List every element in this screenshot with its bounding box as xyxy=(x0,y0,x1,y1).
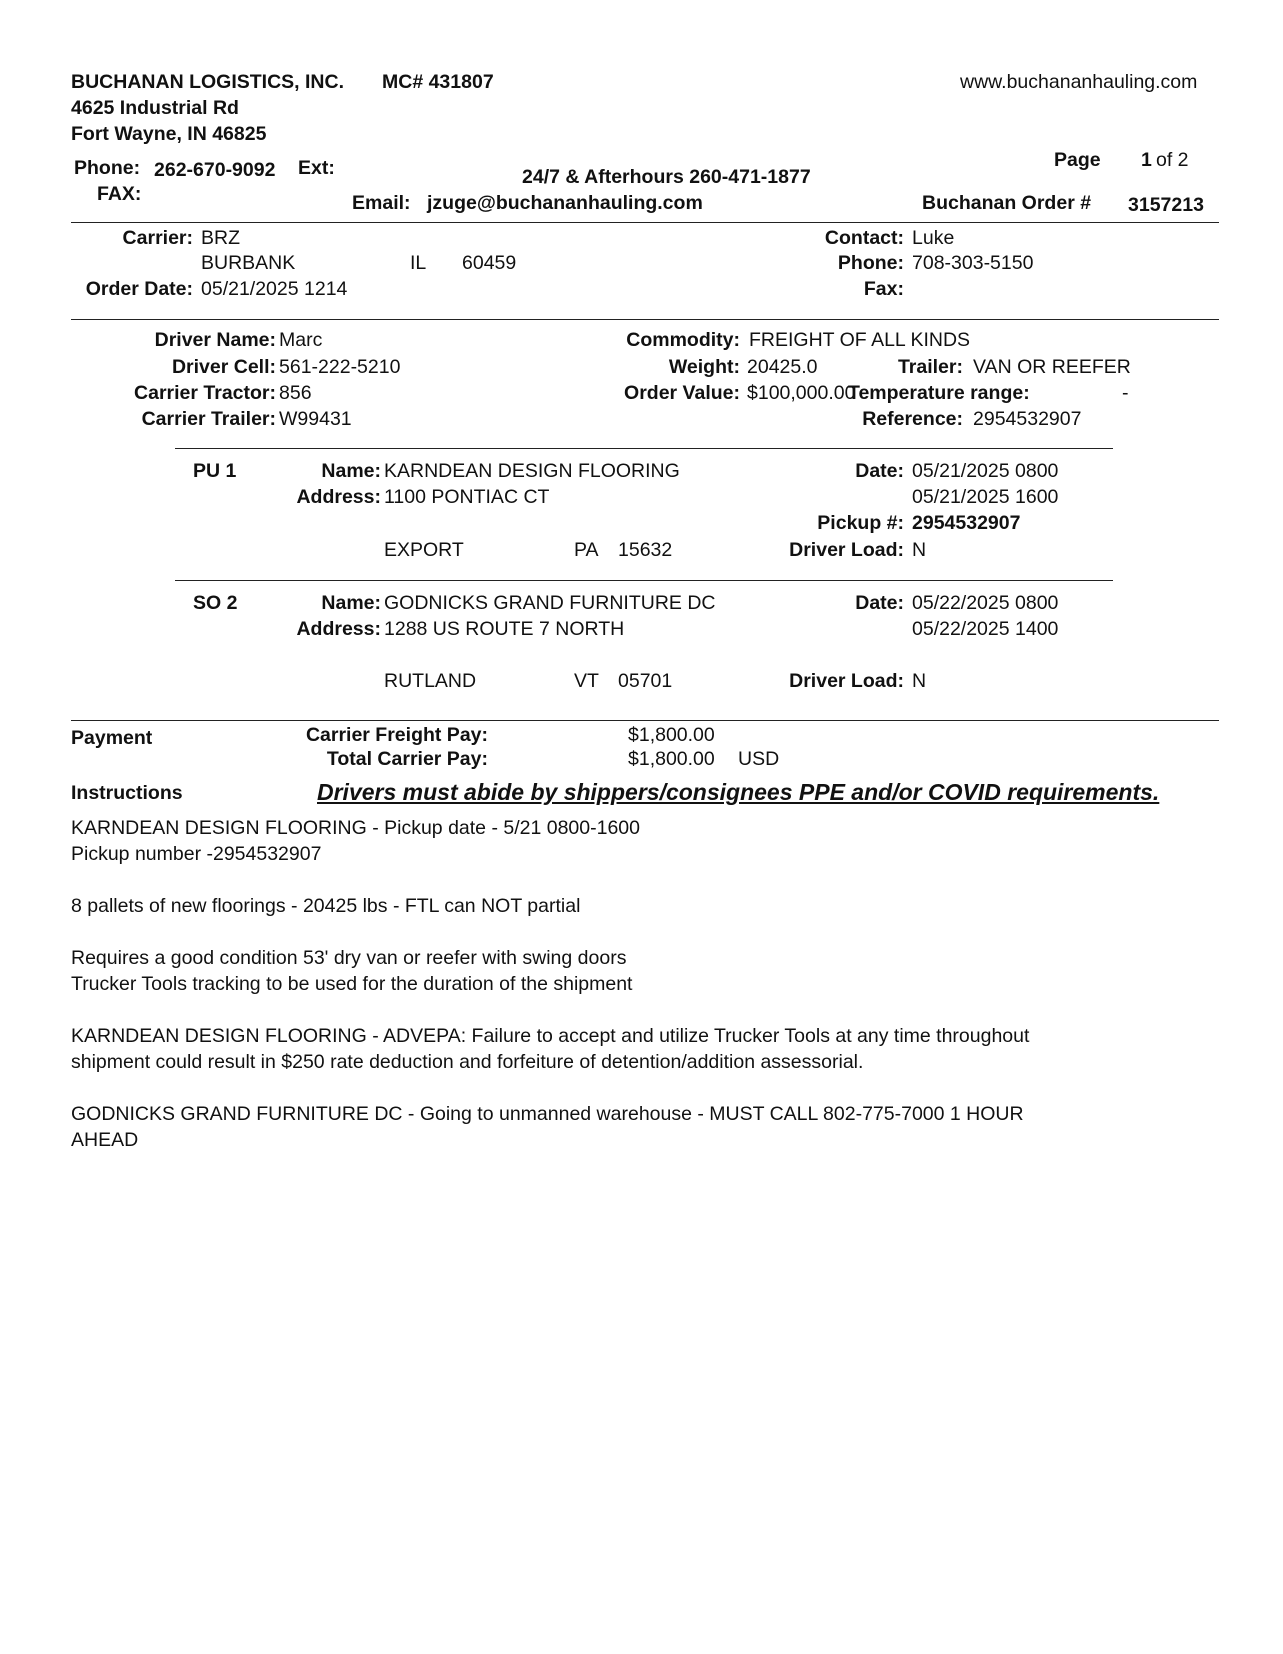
temperature-range: - xyxy=(1122,382,1129,404)
driver-name-label: Driver Name: xyxy=(154,329,276,351)
stop-date-start: 05/21/2025 0800 xyxy=(912,460,1059,482)
instruction-line: AHEAD xyxy=(71,1129,139,1151)
stop-city: EXPORT xyxy=(384,539,464,561)
order-number-label: Buchanan Order # xyxy=(922,192,1092,214)
carrier-fax-label: Fax: xyxy=(863,278,904,300)
payment-label: Payment xyxy=(71,727,153,749)
carrier-name: BRZ xyxy=(201,227,240,249)
stop-address-label: Address: xyxy=(296,486,381,508)
stop-address: 1288 US ROUTE 7 NORTH xyxy=(384,618,625,640)
reference: 2954532907 xyxy=(973,408,1082,430)
stop-address-label: Address: xyxy=(296,618,381,640)
total-pay-label: Total Carrier Pay: xyxy=(326,748,488,770)
currency: USD xyxy=(738,748,780,770)
website-link[interactable]: www.buchananhauling.com xyxy=(960,71,1198,93)
ppe-covid-notice: Drivers must abide by shippers/consignees PPE and/or COVID requirements. xyxy=(317,779,1160,805)
instruction-line xyxy=(71,997,1211,1023)
pickup-number-label: Pickup #: xyxy=(817,512,904,534)
stop-state: VT xyxy=(574,670,599,692)
freight-pay: $1,800.00 xyxy=(628,724,715,746)
divider xyxy=(175,580,1113,581)
instructions-body xyxy=(71,815,1211,1153)
afterhours-phone: 24/7 & Afterhours 260-471-1877 xyxy=(522,166,811,188)
driver-cell: 561-222-5210 xyxy=(279,356,401,378)
order-date-label: Order Date: xyxy=(85,278,193,300)
driver-cell-label: Driver Cell: xyxy=(171,356,276,378)
divider xyxy=(71,222,1219,223)
reference-label: Reference: xyxy=(862,408,963,430)
total-pay: $1,800.00 xyxy=(628,748,715,770)
instructions-label: Instructions xyxy=(71,782,183,804)
driver-load: N xyxy=(912,670,927,692)
divider xyxy=(175,448,1113,449)
carrier-trailer-label: Carrier Trailer: xyxy=(141,408,276,430)
phone-label: Phone: xyxy=(74,157,141,179)
company-street: 4625 Industrial Rd xyxy=(71,97,239,119)
stop-state: PA xyxy=(574,539,599,561)
fax-label: FAX: xyxy=(97,183,142,205)
mc-number: MC# 431807 xyxy=(382,71,494,93)
stop-name-label: Name: xyxy=(321,460,381,482)
carrier-trailer: W99431 xyxy=(279,408,352,430)
instruction-line: GODNICKS GRAND FURNITURE DC - Going to unmanned warehouse - MUST CALL 802-775-7000 1 HOUR xyxy=(71,1103,1024,1125)
instruction-line: 8 pallets of new floorings - 20425 lbs - FTL can NOT partial xyxy=(71,895,581,917)
driver-name: Marc xyxy=(279,329,323,351)
temperature-range-label: Temperature range: xyxy=(848,382,1030,404)
stop-city: RUTLAND xyxy=(384,670,477,692)
stop-date-label: Date: xyxy=(855,592,904,614)
freight-pay-label: Carrier Freight Pay: xyxy=(305,724,488,746)
instruction-line: Trucker Tools tracking to be used for the duration of the shipment xyxy=(71,973,633,995)
stop-name: KARNDEAN DESIGN FLOORING xyxy=(384,460,680,482)
driver-load-label: Driver Load: xyxy=(789,670,904,692)
stop-date-end: 05/22/2025 1400 xyxy=(912,618,1059,640)
carrier-zip: 60459 xyxy=(462,252,517,274)
page-label: Page xyxy=(1054,149,1101,171)
company-name: BUCHANAN LOGISTICS, INC. xyxy=(71,71,344,93)
stop-code: SO 2 xyxy=(193,592,238,614)
divider xyxy=(71,720,1219,721)
divider xyxy=(71,319,1219,320)
carrier-city: BURBANK xyxy=(201,252,296,274)
instruction-line: shipment could result in $250 rate deduction and forfeiture of detention/addition assessorial. xyxy=(71,1051,864,1073)
stop-date-start: 05/22/2025 0800 xyxy=(912,592,1059,614)
contact-label: Contact: xyxy=(824,227,904,249)
trailer-type: VAN OR REEFER xyxy=(973,356,1131,378)
stop-date-label: Date: xyxy=(855,460,904,482)
weight-label: Weight: xyxy=(668,356,740,378)
instruction-line: KARNDEAN DESIGN FLOORING - ADVEPA: Failure to accept and utilize Trucker Tools at any time throughout xyxy=(71,1025,1030,1047)
instruction-line: Pickup number -2954532907 xyxy=(71,843,322,865)
order-number: 3157213 xyxy=(1128,194,1204,216)
carrier-state: IL xyxy=(410,252,427,274)
carrier-label: Carrier: xyxy=(122,227,193,249)
pickup-number: 2954532907 xyxy=(912,512,1021,534)
carrier-phone: 708-303-5150 xyxy=(912,252,1034,274)
carrier-phone-label: Phone: xyxy=(837,252,904,274)
page-number: 1 xyxy=(1141,149,1152,171)
stop-name-label: Name: xyxy=(321,592,381,614)
order-date: 05/21/2025 1214 xyxy=(201,278,348,300)
stop-name: GODNICKS GRAND FURNITURE DC xyxy=(384,592,716,614)
stop-address: 1100 PONTIAC CT xyxy=(384,486,550,508)
order-value-label: Order Value: xyxy=(624,382,740,404)
ext-label: Ext: xyxy=(298,157,335,179)
driver-load: N xyxy=(912,539,927,561)
company-city: Fort Wayne, IN 46825 xyxy=(71,123,267,145)
commodity: FREIGHT OF ALL KINDS xyxy=(749,329,971,351)
trailer-type-label: Trailer: xyxy=(897,356,963,378)
contact-name: Luke xyxy=(912,227,955,249)
stop-zip: 05701 xyxy=(618,670,673,692)
page-total: of 2 xyxy=(1156,149,1189,171)
driver-load-label: Driver Load: xyxy=(789,539,904,561)
instruction-line xyxy=(71,919,1211,945)
carrier-tractor: 856 xyxy=(279,382,312,404)
instruction-line xyxy=(71,867,1211,893)
instruction-line xyxy=(71,1075,1211,1101)
stop-code: PU 1 xyxy=(193,460,237,482)
carrier-tractor-label: Carrier Tractor: xyxy=(134,382,276,404)
order-value: $100,000.00 xyxy=(747,382,856,404)
instruction-line: KARNDEAN DESIGN FLOORING - Pickup date - 5/21 0800-1600 xyxy=(71,817,640,839)
stop-zip: 15632 xyxy=(618,539,673,561)
commodity-label: Commodity: xyxy=(626,329,740,351)
company-phone: 262-670-9092 xyxy=(154,159,276,181)
stop-date-end: 05/21/2025 1600 xyxy=(912,486,1059,508)
weight: 20425.0 xyxy=(747,356,818,378)
email-address[interactable]: jzuge@buchananhauling.com xyxy=(427,192,703,214)
email-label: Email: xyxy=(352,192,411,214)
instruction-line: Requires a good condition 53' dry van or reefer with swing doors xyxy=(71,947,627,969)
